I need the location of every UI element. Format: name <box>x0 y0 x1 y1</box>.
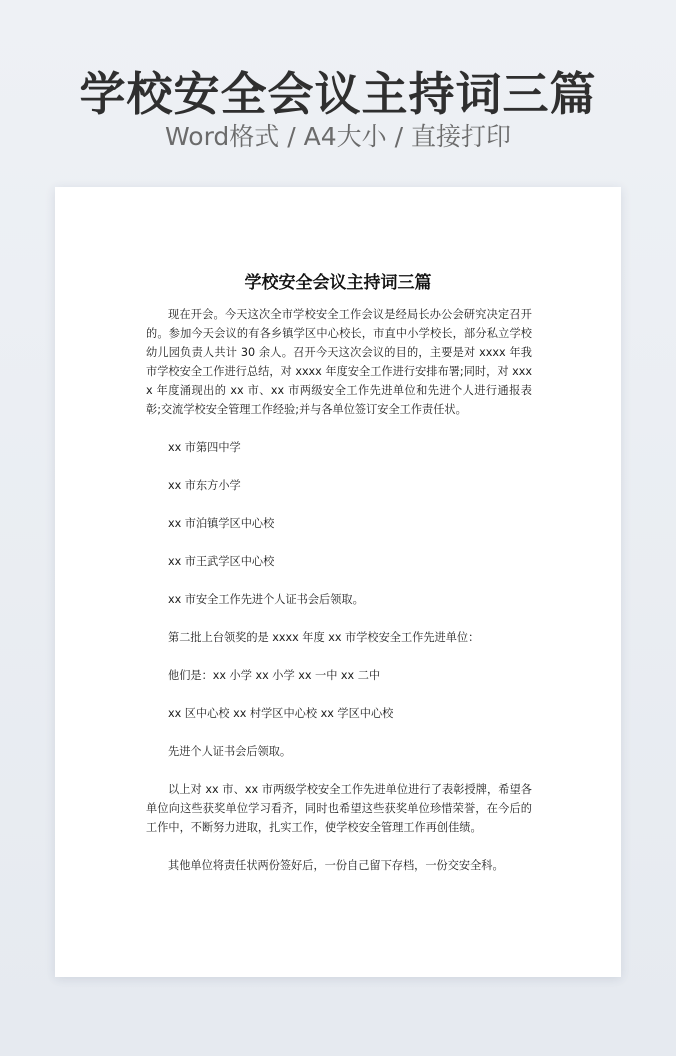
list-item: 第二批上台领奖的是 xxxx 年度 xx 市学校安全工作先进单位： <box>168 631 480 644</box>
list-item: xx 市王武学区中心校 <box>168 555 275 568</box>
list-item: xx 市安全工作先进个人证书会后领取。 <box>168 593 364 606</box>
list-item: xx 市泊镇学区中心校 <box>168 517 275 530</box>
closing-paragraph: 以上对 xx 市、xx 市两级学校安全工作先进单位进行了表彰授牌，希望各单位向这些获奖单位学习看齐，同时也希望这些获奖单位珍惜荣誉，在今后的工作中，不断努力进取，扎实工作，使学校安全管理工作再创佳绩。 <box>146 783 532 834</box>
final-paragraph: 其他单位将责任状两份签好后，一份自己留下存档，一份交安全科。 <box>168 859 504 872</box>
document-title: 学校安全会议主持词三篇 <box>244 273 432 293</box>
intro-paragraph: 现在开会。今天这次全市学校安全工作会议是经局长办公会研究决定召开的。参加今天会议的有各乡镇学区中心校长，市直中小学校长，部分私立学校幼儿园负责人共计 30 余人。召开今天这次会议的目的，主要是对 xxxx 年我市学校安全工作进行总结，对 xxxx 年度安全工作进行安排布署;同时，对 xxxx 年度涌现出的 xx 市、xx 市两级安全工作先进单位和先进个人进行通报表彰;交流学校安全管理工作经验;并与各单位签订安全工作责任状。 <box>146 308 532 416</box>
list-item: 先进个人证书会后领取。 <box>168 745 292 758</box>
list-item: xx 区中心校 xx 村学区中心校 xx 学区中心校 <box>168 707 394 720</box>
list-item: xx 市东方小学 <box>168 479 241 492</box>
list-item: 他们是：xx 小学 xx 小学 xx 一中 xx 二中 <box>168 669 381 682</box>
list-item: xx 市第四中学 <box>168 441 241 454</box>
document-page <box>55 187 621 977</box>
header-title: 学校安全会议主持词三篇 <box>79 67 597 121</box>
header-subtitle: Word格式 / A4大小 / 直接打印 <box>165 122 511 151</box>
document-body <box>146 305 532 875</box>
